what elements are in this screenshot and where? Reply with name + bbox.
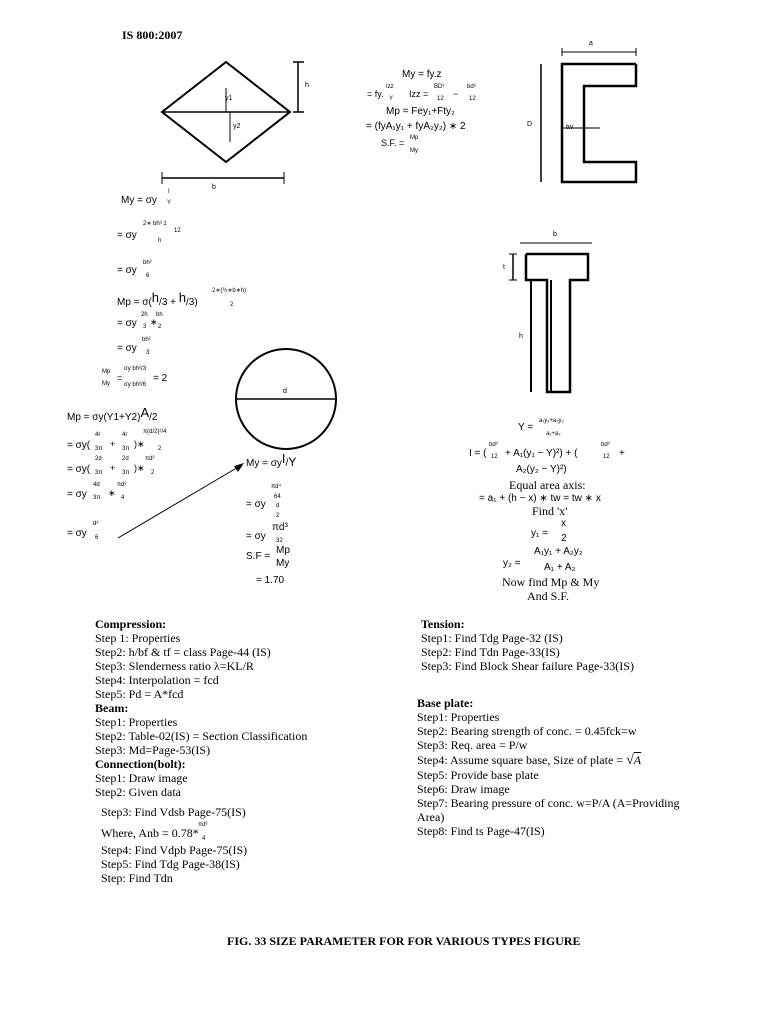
circle-step3-d2: 3π <box>122 470 130 476</box>
sqrt-symbol: √ <box>626 753 634 768</box>
tee-i-mid: + A₁(y₁ − Y)²) + ( <box>505 448 578 459</box>
tension-step: Step3: Find Block Shear failure Page-33(IS) <box>421 659 634 673</box>
circle-step2-times: )∗ <box>134 439 145 449</box>
beam-step: Step1: Properties <box>95 715 178 729</box>
circle-my-step3-num: πd³ <box>272 522 288 533</box>
tee-y2-num: A₁y₁ + A₂y₂ <box>534 546 583 557</box>
base-plate-step: Step8: Find ts Page-47(IS) <box>417 824 545 838</box>
connection-step: Step1: Draw image <box>95 771 188 785</box>
channel-tw-label: tw <box>566 124 573 131</box>
base-plate-heading: Base plate: <box>417 696 474 710</box>
circle-step4-times: ∗ <box>108 488 116 498</box>
circle-step2-d2: 3π <box>122 446 130 452</box>
rhombus-mp-slash1: / <box>159 297 162 308</box>
circle-my-step2-num2: 64 <box>274 494 281 500</box>
circle-my-step2-den: d <box>276 503 280 509</box>
rhombus-b-label: b <box>212 184 216 191</box>
figure-caption: FIG. 33 SIZE PARAMETER FOR FOR VARIOUS TYPES FIGURE <box>227 934 581 948</box>
circle-step4: = σy <box>67 489 87 500</box>
circle-step4-d1: 3π <box>93 495 101 501</box>
rhombus-mp-plus: + <box>167 297 179 308</box>
rhombus-mp-num: 2∗(½∗b∗h) <box>212 288 247 294</box>
channel-d-label: D <box>527 121 533 128</box>
base-plate-step: Step2: Bearing strength of conc. = 0.45fck=w <box>417 724 637 738</box>
circle-sf: S.F = <box>246 551 271 562</box>
tee-y1-num: x <box>561 518 566 529</box>
formula-izz-num: Izz <box>386 84 394 90</box>
circle-step3-d3: 2 <box>151 470 155 476</box>
tee-b-label: b <box>553 231 557 238</box>
rhombus-mp-open: Mp = σ( <box>117 297 152 308</box>
circle-step2: = σy( <box>67 440 91 451</box>
base-plate-step4-text: Step4: Assume square base, Size of plate = <box>417 753 627 767</box>
compression-heading: Compression: <box>95 617 167 631</box>
tee-i-line2: A₂(y₂ − Y)²) <box>516 464 567 475</box>
tee-i-n2: bd³ <box>601 442 610 448</box>
circle-mp-slash: / <box>149 412 152 423</box>
base-plate-step4-area: A <box>633 753 642 767</box>
formula-izz-label: Izz = <box>409 89 429 99</box>
rhombus-sf-num2: σy bh²/3 <box>124 366 147 372</box>
formula-bd3-den: 12 <box>437 96 444 102</box>
formula-bd3b-den: 12 <box>469 96 476 102</box>
tee-h-label: h <box>519 333 523 340</box>
rhombus-mp-close: ) <box>194 297 198 308</box>
circle-step2-d3: 2 <box>158 446 162 452</box>
circle-d-label: d <box>283 388 287 395</box>
circle-step3: = σy( <box>67 464 91 475</box>
channel-section-figure <box>541 48 636 182</box>
circle-step3-n3: πd² <box>145 456 155 462</box>
tee-i-plus: + <box>619 448 625 459</box>
rhombus-step6-den: 3 <box>146 350 150 356</box>
tee-y2-den: A₁ + A₂ <box>544 562 576 573</box>
tension-step: Step1: Find Tdg Page-32 (IS) <box>421 631 563 645</box>
rhombus-mp-slash2: / <box>186 297 189 308</box>
rhombus-mp-a <box>117 290 198 308</box>
connection-step: Step2: Given data <box>95 785 181 799</box>
base-plate-step: Step3: Req. area = P/w <box>417 738 528 752</box>
formula-mp-expanded: = (fyA₁y₁ + fyA₂y₂) ∗ 2 <box>366 121 466 132</box>
circle-step2-d1: 3π <box>95 446 103 452</box>
tension-step: Step2: Find Tdn Page-33(IS) <box>421 645 560 659</box>
tee-i-d2: 12 <box>603 454 610 460</box>
rhombus-sf-den: My <box>102 381 110 387</box>
beam-step: Step2: Table-02(IS) = Section Classification <box>95 729 308 743</box>
tee-y-den: a₁+a₂ <box>546 431 561 437</box>
base-plate-step4 <box>417 752 680 768</box>
tee-section-figure <box>509 243 592 392</box>
formula-my-fyz: My = fy.z <box>402 69 442 80</box>
rhombus-my-num: I <box>168 189 170 195</box>
rhombus-step2-num: 2∗ bh³ 1 <box>143 221 167 227</box>
formula-sf-label: S.F. = <box>381 138 405 148</box>
tee-i-d1: 12 <box>491 454 498 460</box>
circle-my-y: Y <box>288 455 297 469</box>
circle-step3-n2: 2d <box>122 456 129 462</box>
rhombus-my-den: Y <box>167 200 172 206</box>
tee-equal-area-axis: Equal area axis: <box>509 478 586 492</box>
circle-my-main: My = σy <box>246 458 282 469</box>
circle-step4-d2: 4 <box>121 495 125 501</box>
circle-step3-plus: + <box>110 463 116 473</box>
rhombus-step3: = σy <box>117 265 137 276</box>
beam-heading: Beam: <box>95 701 129 715</box>
base-plate-step: Step7: Bearing pressure of conc. w=P/A (A=Providing <box>417 796 680 810</box>
tee-y-num: a₁y₁+a₂y₂ <box>539 418 564 424</box>
circle-step2-n2: 4r <box>122 432 128 438</box>
compression-section <box>95 617 307 799</box>
tee-y: Y = <box>518 422 534 433</box>
rhombus-mp-h2: h <box>178 290 187 305</box>
circle-step4-n2: πd² <box>117 482 127 488</box>
compression-step: Step4: Interpolation = fcd <box>95 673 219 687</box>
tee-now-find: Now find Mp & My <box>502 575 600 589</box>
rhombus-step6: = σy <box>117 343 137 354</box>
base-plate-section <box>417 696 680 838</box>
circle-step2-n3: π(d/2)²/4 <box>143 429 167 435</box>
rhombus-mp-h1: h <box>151 290 160 305</box>
tension-section <box>421 617 634 673</box>
formula-minus: − <box>453 89 459 99</box>
tension-heading: Tension: <box>421 617 465 631</box>
circle-my-slash: / <box>285 458 289 469</box>
rhombus-step5-den: 3 <box>143 324 147 330</box>
formula-fy-label: = fy. <box>367 89 384 99</box>
connection-where-den: 4 <box>202 836 206 842</box>
circle-step3-n1: 2d <box>95 456 102 462</box>
circle-my-i: I <box>281 451 286 466</box>
rhombus-step5: = σy <box>117 318 137 329</box>
formula-bd3-num: BD³ <box>434 84 445 90</box>
circle-my-step2-den2: 2 <box>276 513 280 519</box>
rhombus-step5-num: 2h <box>141 312 148 318</box>
formula-bd3b-num: bd³ <box>467 84 476 90</box>
tee-y1-den: 2 <box>561 533 567 544</box>
rhombus-mp-den: 2 <box>230 302 234 308</box>
rhombus-step5-den2: 2 <box>158 324 162 330</box>
circle-my-step3: = σy <box>246 531 266 542</box>
rhombus-my: My = σy <box>121 195 157 206</box>
rhombus-sf-den2: σy bh²/6 <box>124 382 147 388</box>
formula-mp-fey: Mp = Fey₁+Fty₂ <box>386 106 455 117</box>
rhombus-mp-3b: 3 <box>188 297 195 308</box>
circle-my <box>246 451 297 469</box>
rhombus-y2-label: y2 <box>233 123 241 130</box>
beam-step: Step3: Md=Page-53(IS) <box>95 743 211 757</box>
rhombus-sf-result: = 2 <box>153 373 168 384</box>
circle-step5: = σy <box>67 528 87 539</box>
connection-where: Where, Anb = 0.78* <box>101 826 199 840</box>
tee-find-x: Find 'x' <box>532 504 568 518</box>
rhombus-h-label: h <box>305 82 309 89</box>
tee-y2: y₂ = <box>503 558 521 569</box>
compression-step: Step 1: Properties <box>95 631 181 645</box>
circle-step4-n1: 4d <box>93 482 100 488</box>
rhombus-y1-label: y1 <box>225 95 233 102</box>
rhombus-step6-num: bh² <box>142 337 151 343</box>
circle-step3-d1: 3π <box>95 470 103 476</box>
circle-my-step2-num: πd⁴ <box>271 484 282 490</box>
connection-where-num: πd² <box>198 822 208 828</box>
compression-step: Step3: Slenderness ratio λ=KL/R <box>95 659 254 673</box>
rhombus-step2-den: h <box>158 238 162 244</box>
rhombus-sf-eq: = <box>117 373 123 383</box>
connection-step: Step: Find Tdn <box>101 871 173 885</box>
circle-step5-den: 6 <box>95 535 99 541</box>
base-plate-step: Step6: Draw image <box>417 782 510 796</box>
circle-sf-result: = 1.70 <box>256 575 285 586</box>
tee-t-label: t <box>503 264 505 271</box>
circle-step2-n1: 4r <box>95 432 101 438</box>
tee-equal-area-eq: = a₁ + (h − x) ∗ tw = tw ∗ x <box>479 493 601 504</box>
circle-section-figure <box>236 349 336 449</box>
circle-mp <box>67 405 158 423</box>
channel-a-label: a <box>589 40 593 47</box>
connection-step: Step4: Find Vdpb Page-75(IS) <box>101 843 248 857</box>
circle-step5-num: d³ <box>93 521 99 527</box>
code-reference: IS 800:2007 <box>122 28 183 42</box>
formula-sf-den: My <box>410 148 418 154</box>
arrow-connector <box>118 463 244 538</box>
compression-step: Step2: h/bf & tf = class Page-44 (IS) <box>95 645 271 659</box>
formula-izz-den: Y <box>389 96 394 102</box>
circle-my-step3-den: 32 <box>276 538 283 544</box>
connection-step3: Step3: Find Vdsb Page-75(IS) <box>101 805 246 819</box>
connection-heading: Connection(bolt): <box>95 757 186 771</box>
rhombus-step2: = σy <box>117 230 137 241</box>
rhombus-sf-num: Mp <box>102 369 111 375</box>
connection-steps-b <box>101 843 247 885</box>
tee-i-n1: bd³ <box>489 442 498 448</box>
compression-step: Step5: Pd = A*fcd <box>95 687 184 701</box>
circle-step2-plus: + <box>110 439 116 449</box>
rhombus-step3-num: bh² <box>143 260 152 266</box>
circle-step3-times: )∗ <box>134 463 145 473</box>
tee-i: I = ( <box>469 448 487 459</box>
circle-mp-a: A <box>140 405 150 420</box>
rhombus-step5-times: ∗ <box>150 317 158 327</box>
tee-y1: y₁ = <box>531 528 548 539</box>
connection-step: Step5: Find Tdg Page-38(IS) <box>101 857 240 871</box>
tee-and-sf: And S.F. <box>527 589 570 603</box>
rhombus-step5-num2: bh <box>156 312 163 318</box>
circle-mp-2: 2 <box>151 412 158 423</box>
base-plate-step: Area) <box>417 810 445 824</box>
rhombus-step2-num2: 12 <box>174 228 181 234</box>
circle-my-step2: = σy <box>246 499 266 510</box>
base-plate-step: Step1: Properties <box>417 710 500 724</box>
formula-sf-num: Mp <box>410 135 419 141</box>
circle-mp-main: Mp = σy(Y1+Y2) <box>67 412 141 423</box>
base-plate-step: Step5: Provide base plate <box>417 768 539 782</box>
circle-sf-den: My <box>276 558 290 569</box>
circle-sf-num: Mp <box>276 545 290 556</box>
rhombus-mp-3a: 3 <box>161 297 168 308</box>
rhombus-step3-den: 6 <box>146 273 150 279</box>
